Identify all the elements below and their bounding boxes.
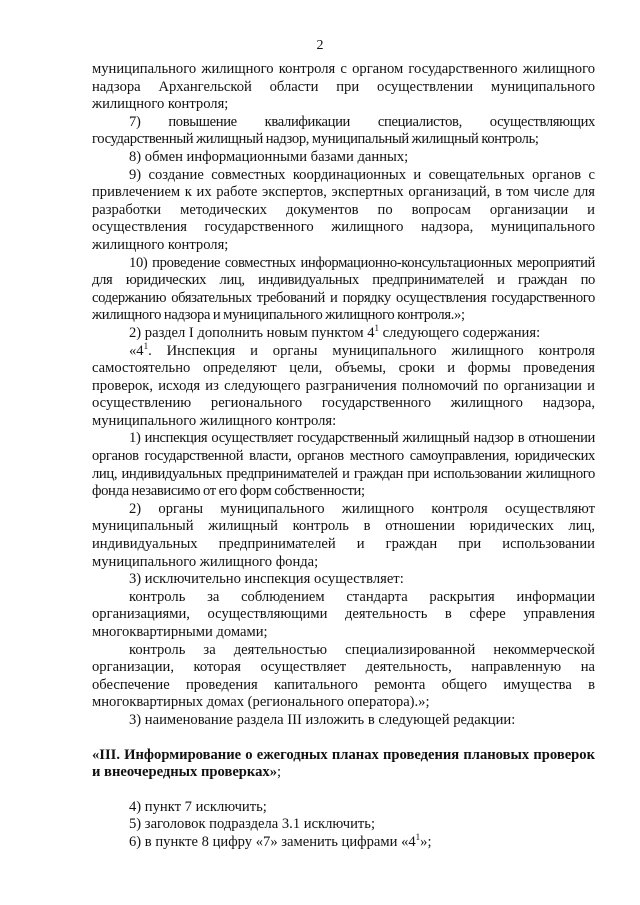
paragraph: 8) обмен информационными базами данных; — [129, 148, 409, 165]
section-heading — [92, 747, 595, 782]
page-number: 2 — [316, 38, 324, 53]
paragraph: контроль за соблюдением стандарта раскрытия информации организациями, осуществляющими деятельность в сфере управления многоквартирными домами; — [92, 588, 595, 640]
paragraph: 7) повышение квалификации специалистов, осуществляющих государственный жилищный надзор, муниципальный жилищный контроль; — [92, 113, 595, 148]
item2-text: 2) раздел I дополнить новым пунктом 4 — [129, 324, 375, 341]
spacer — [92, 730, 595, 747]
spacer — [92, 782, 595, 799]
quote-text: . Инспекция и органы муниципального жилищного контроля самостоятельно определяют цели, объемы, сроки и формы проведения проверок, исходя из следующего разграничения полномочий по организации и осуществлению регионального государственного жилищного надзора, муниципального жилищного контроля: — [92, 342, 595, 429]
item2-superscript: 1 — [374, 322, 380, 333]
paragraph-group-bottom — [92, 799, 595, 834]
paragraph: муниципального жилищного контроля с органом государственного жилищного надзора Архангельской области при осуществлении муниципального жилищного контроля; — [92, 61, 595, 113]
section-heading-title: «III. Информирование о ежегодных планах проведения плановых проверок и внеочередных проверках» — [92, 746, 595, 781]
paragraph: 10) проведение совместных информационно-консультационных мероприятий для юридических лиц, индивидуальных предпринимателей и граждан по содержанию обязательных требований и порядку осуществления государственного жилищного надзора и муниципального жилищного контроля.»; — [92, 254, 595, 324]
paragraph-item-6 — [92, 831, 595, 852]
paragraph: 9) создание совместных координационных и совещательных органов с привлечением к их работе экспертов, экспертных организаций, в том числе для разработки методических документов по вопросам организации и осуществления государственного жилищного надзора, муниципального жилищного контроля; — [92, 166, 595, 253]
quote-superscript: 1 — [143, 340, 149, 351]
paragraph: 3) наименование раздела III изложить в следующей редакции: — [129, 711, 516, 728]
section-heading-punct: ; — [277, 764, 282, 781]
document-body — [92, 61, 595, 852]
paragraph: 3) исключительно инспекция осуществляет: — [129, 571, 404, 588]
quote-open: «4 — [129, 342, 144, 359]
paragraph: 4) пункт 7 исключить; — [129, 798, 267, 815]
paragraph: 1) инспекция осуществляет государственный жилищный надзор в отношении органов государственной власти, органов местного самоуправления, юридических лиц, индивидуальных предпринимателей и граждан при использовании жилищного фонда независимо от его форм собственности; — [92, 430, 595, 500]
paragraph-group-middle — [92, 430, 595, 729]
paragraph-item-2 — [92, 322, 595, 343]
item6-text: 6) в пункте 8 цифру «7» заменить цифрами «4 — [129, 833, 416, 850]
paragraph: контроль за деятельностью специализированной некоммерческой организации, которая осуществляет деятельность, направленную на обеспечение проведения капитального ремонта общего имущества в многоквартирных домах (регионального оператора).»; — [92, 641, 595, 711]
paragraph: 2) органы муниципального жилищного контроля осуществляют муниципальный жилищный контроль в отношении юридических лиц, индивидуальных предпринимателей и граждан при использовании муниципального жилищного фонда; — [92, 500, 595, 570]
paragraph: 5) заголовок подраздела 3.1 исключить; — [129, 816, 376, 833]
item6-superscript: 1 — [415, 831, 421, 842]
item2-tail: следующего содержания: — [379, 324, 541, 341]
item6-tail: »; — [420, 833, 432, 850]
quoted-paragraph — [92, 340, 595, 431]
paragraph-group-top — [92, 61, 595, 325]
